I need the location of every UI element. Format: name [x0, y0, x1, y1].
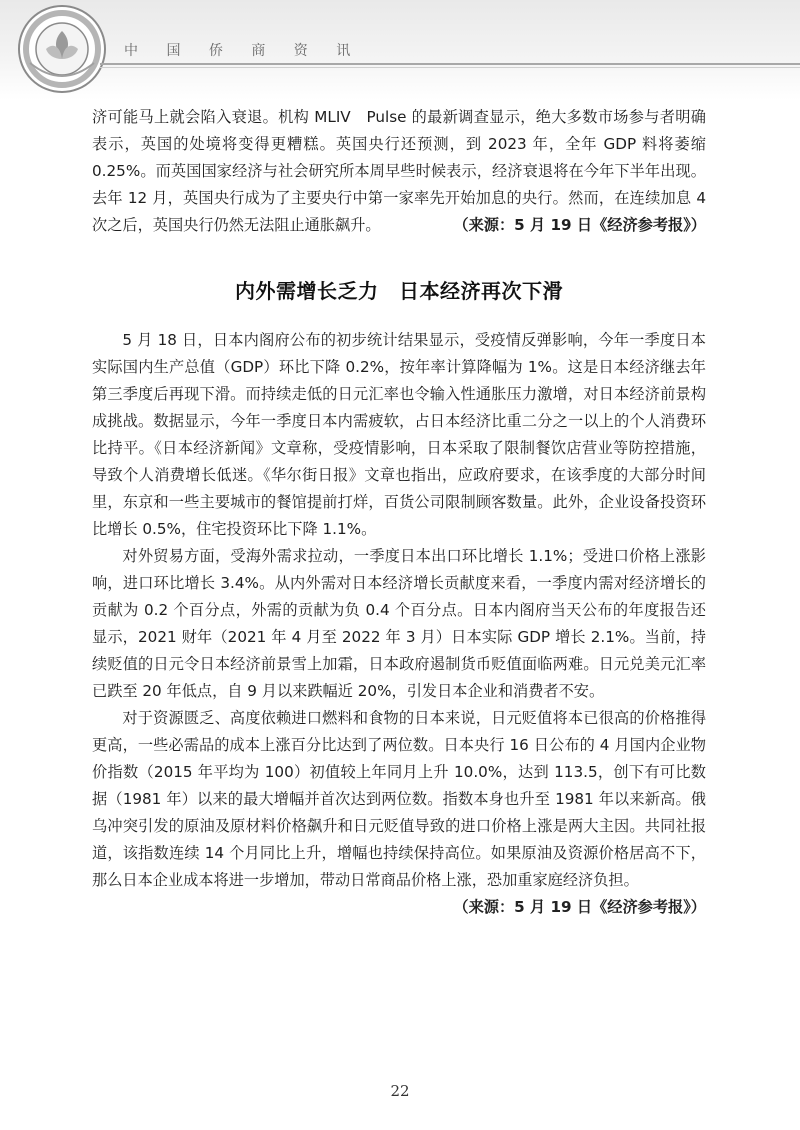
article-paragraph-3: 对于资源匮乏、高度依赖进口燃料和食物的日本来说，日元贬值将本已很高的价格推得更高，一些必需品的成本上涨百分比达到了两位数。日本央行 16 日公布的 4 月国内企业物价指数（2015 年平均为 100）初值较上年同月上升 10.0%，达到 113.5，创下有可比数据（1981 年）以来的最大增幅并首次达到两位数。指数本身也升至 1981 年以来新高。俄乌冲突引发的原油及原材料价格飙升和日元贬值导致的进口价格上涨是两大主因。共同社报道，该指数连续 14 个月同比上升，增幅也持续保持高位。如果原油及资源价格居高不下，那么日本企业成本将进一步增加，带动日常商品价格上涨，恐加重家庭经济负担。 — [92, 709, 706, 889]
header-band — [0, 0, 800, 100]
prev-article-paragraph — [92, 104, 706, 239]
article-title: 内外需增长乏力 日本经济再次下滑 — [235, 279, 563, 303]
article-source: （来源：5 月 19 日《经济参考报》） — [453, 898, 706, 916]
page-number: 22 — [390, 1082, 410, 1100]
header-divider-thin — [100, 67, 800, 68]
logo-emblem-icon — [16, 3, 108, 95]
prev-article-source: （来源：5 月 19 日《经济参考报》） — [453, 216, 706, 234]
org-logo — [16, 3, 108, 95]
header-divider — [100, 63, 800, 65]
header-title: 中 国 侨 商 资 讯 — [124, 43, 363, 59]
page-content — [92, 104, 706, 921]
article-paragraph-2: 对外贸易方面，受海外需求拉动，一季度日本出口环比增长 1.1%；受进口价格上涨影响，进口环比增长 3.4%。从内外需对日本经济增长贡献度来看，一季度内需对经济增长的贡献为 0.2 个百分点，外需的贡献为负 0.4 个百分点。日本内阁府当天公布的年度报告还显示，2021 财年（2021 年 4 月至 2022 年 3 月）日本实际 GDP 增长 2.1%。当前，持续贬值的日元令日本经济前景雪上加霜，日本政府遏制货币贬值面临两难。日元兑美元汇率已跌至 20 年低点，自 9 月以来跌幅近 20%，引发日本企业和消费者不安。 — [92, 547, 706, 700]
article-paragraph-1: 5 月 18 日，日本内阁府公布的初步统计结果显示，受疫情反弹影响，今年一季度日本实际国内生产总值（GDP）环比下降 0.2%，按年率计算降幅为 1%。这是日本经济继去年第三季度后再现下滑。而持续走低的日元汇率也令输入性通胀压力激增，对日本经济前景构成挑战。数据显示，今年一季度日本内需疲软，占日本经济比重二分之一以上的个人消费环比持平。《日本经济新闻》文章称，受疫情影响，日本采取了限制餐饮店营业等防控措施，导致个人消费增长低迷。《华尔街日报》文章也指出，应政府要求，在该季度的大部分时间里，东京和一些主要城市的餐馆提前打烊，百货公司限制顾客数量。此外，企业设备投资环比增长 0.5%，住宅投资环比下降 1.1%。 — [92, 331, 706, 538]
prev-article-text: 济可能马上就会陷入衰退。机构 MLIV Pulse 的最新调查显示，绝大多数市场参与者明确表示，英国的处境将变得更糟糕。英国央行还预测，到 2023 年，全年 GDP 料将萎缩 0.25%。而英国国家经济与社会研究所本周早些时候表示，经济衰退将在今年下半年出现。去年 12 月，英国央行成为了主要央行中第一家率先开始加息的央行。然而，在连续加息 4 次之后，英国央行仍然无法阻止通胀飙升。 — [92, 108, 706, 234]
